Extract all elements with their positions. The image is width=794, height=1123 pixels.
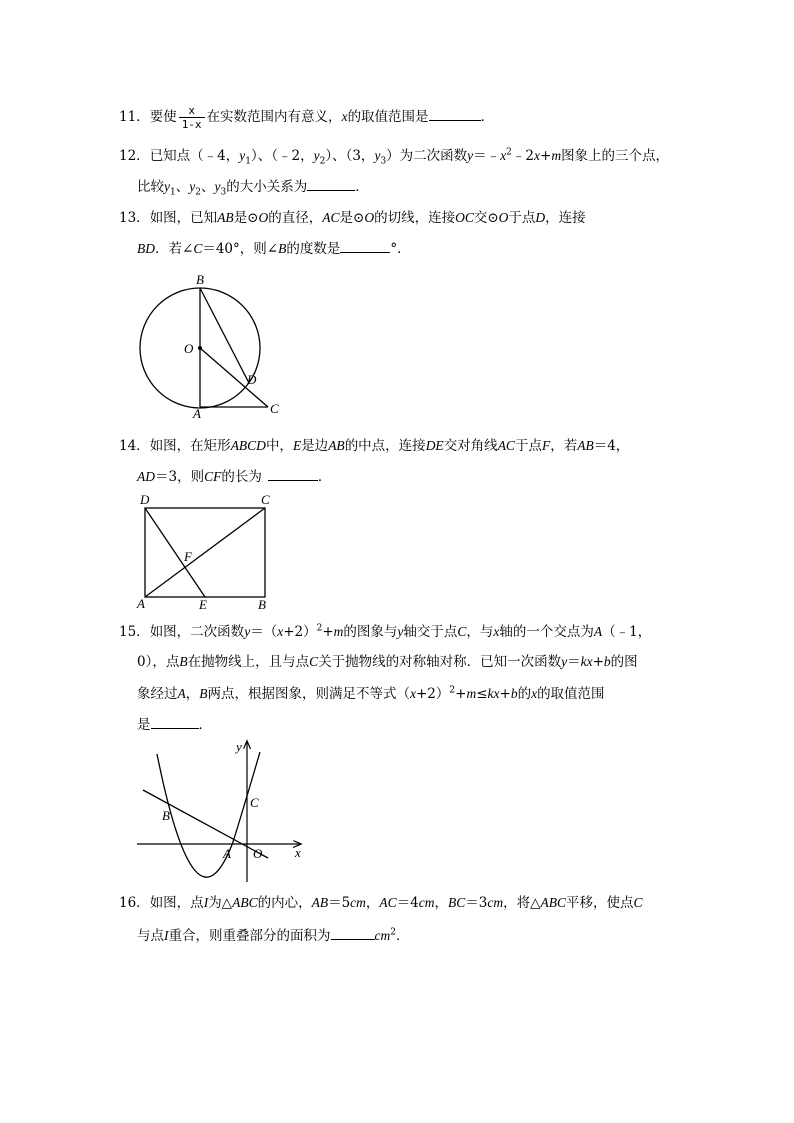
q16-text: 平移，使点	[566, 895, 634, 911]
q12-text: 的大小关系为	[226, 179, 308, 195]
answer-blank[interactable]	[331, 925, 375, 940]
q12-text: 、	[175, 179, 190, 195]
q12-text: +	[540, 148, 552, 164]
q16-line-1	[119, 893, 643, 913]
q11-end: ．	[480, 109, 495, 125]
q15-text: 两点，根据图象，则满足不等式（	[207, 686, 410, 702]
point-C: C	[633, 895, 643, 910]
q12-line-1	[119, 146, 669, 166]
label-c: C	[270, 401, 279, 416]
q15-parabola-figure	[135, 738, 310, 886]
q13-text: 是⊙	[339, 210, 365, 226]
seg-BC: BC	[448, 895, 466, 910]
var-y: y	[313, 148, 320, 163]
unit-cm: cm	[418, 895, 435, 910]
superscript: 2	[316, 623, 323, 634]
answer-blank[interactable]	[268, 466, 318, 481]
seg-AB: AB	[328, 438, 345, 453]
q11-number: 11．	[119, 109, 150, 125]
var-m: m	[466, 686, 477, 701]
label-o: O	[184, 341, 194, 356]
point-O: O	[258, 210, 269, 225]
parabola-curve	[157, 752, 260, 877]
q14-text: 如图，在矩形	[149, 438, 231, 454]
q13-text: 是⊙	[233, 210, 259, 226]
var-b: b	[510, 686, 518, 701]
point-E: E	[292, 438, 302, 453]
q13-text: 于点	[508, 210, 536, 226]
q14-text: 是边	[301, 438, 329, 454]
answer-blank[interactable]	[151, 714, 199, 729]
label-e: E	[199, 597, 207, 612]
q15-line-4	[137, 714, 212, 735]
var-y: y	[214, 179, 221, 194]
point-C: C	[193, 241, 203, 256]
rect-abcd: ABCD	[230, 438, 266, 453]
label-b: B	[196, 272, 204, 287]
point-B: B	[199, 686, 208, 701]
q11-fraction	[179, 104, 205, 131]
answer-blank[interactable]	[307, 176, 355, 191]
subscript: 2	[195, 187, 201, 198]
q11-text: 的取值范围是	[347, 109, 429, 125]
subscript: 1	[170, 187, 176, 198]
q15-text: +2）	[283, 624, 317, 640]
label-f: F	[184, 549, 192, 564]
q12-end: ．	[355, 179, 369, 195]
var-x: x	[410, 686, 416, 701]
superscript: 2	[449, 685, 456, 696]
q14-text: 中，	[265, 438, 293, 454]
var-x: x	[341, 109, 348, 124]
q13-line-1	[119, 208, 586, 228]
q14-number: 14．	[119, 438, 150, 454]
q15-text: 轴交于点	[403, 624, 458, 640]
subscript: 1	[245, 156, 252, 167]
var-y: y	[467, 148, 474, 163]
q14-text: 的中点，连接	[344, 438, 426, 454]
q16-line-2	[137, 925, 409, 946]
q13-text: ．若∠	[155, 241, 194, 257]
point-D: D	[535, 210, 546, 225]
q13-circle-figure	[130, 272, 290, 422]
label-x: x	[295, 845, 301, 860]
q15-text: 的取值范围	[537, 686, 605, 702]
q15-text: （﹣1，	[602, 624, 652, 640]
q13-number: 13．	[119, 210, 150, 226]
seg-AB: AB	[577, 438, 594, 453]
fraction-numerator: x	[179, 104, 205, 118]
q11-text: 在实数范围内有意义，	[206, 109, 342, 125]
q13-line-2	[137, 238, 411, 259]
q13-text: ，连接	[545, 210, 586, 226]
q14-text: ，若	[550, 438, 578, 454]
label-d: D	[247, 372, 257, 387]
point-C: C	[457, 624, 467, 639]
subscript: 3	[380, 156, 387, 167]
q16-text: 如图，点	[149, 895, 204, 911]
subscript: 2	[319, 156, 326, 167]
q14-text: ＝3，则	[155, 469, 205, 485]
var-m: m	[333, 624, 344, 639]
q14-line-1	[119, 436, 629, 456]
q11-line	[119, 104, 494, 131]
superscript: 2	[390, 927, 396, 938]
seg-AC: AC	[322, 210, 340, 225]
seg-AB: AB	[311, 895, 329, 910]
unit-cm: cm	[374, 928, 391, 943]
var-y: y	[244, 624, 251, 639]
q16-text: ，	[365, 895, 380, 911]
q15-text: 的图象与	[343, 624, 398, 640]
point-A: A	[177, 686, 186, 701]
q12-text: ＝﹣	[473, 148, 501, 164]
var-m: m	[551, 148, 562, 163]
point-B: B	[278, 241, 287, 256]
label-b: B	[258, 597, 266, 612]
point-I: I	[203, 895, 209, 910]
seg-AC: AC	[379, 895, 397, 910]
q16-end: ．	[395, 928, 410, 944]
var-y: y	[164, 179, 170, 194]
q13-text: 如图，已知	[149, 210, 218, 226]
seg-DE: DE	[425, 438, 444, 453]
q16-text: 的内心，	[257, 895, 312, 911]
q12-text: ）为二次函数	[386, 148, 468, 164]
q12-text: 图象上的三个点，	[561, 148, 670, 164]
var-x: x	[277, 624, 284, 639]
q15-text: 的	[517, 686, 532, 702]
label-b: B	[162, 808, 170, 823]
point-B: B	[179, 654, 188, 669]
label-d: D	[140, 492, 150, 507]
label-a: A	[137, 596, 145, 611]
q13-text: ＝40°，则∠	[202, 241, 279, 257]
q14-text: 交对角线	[443, 438, 498, 454]
subscript: 3	[220, 187, 227, 198]
q15-number: 15．	[119, 624, 150, 640]
q12-text: ﹣2	[511, 148, 534, 164]
segment-de	[145, 508, 205, 597]
q15-text: +	[455, 686, 467, 702]
q15-text: 0），点	[137, 654, 180, 670]
q15-text: ≤	[476, 686, 488, 702]
seg-AC: AC	[497, 438, 515, 453]
seg-AB: AB	[217, 210, 234, 225]
q15-line-1	[119, 622, 651, 642]
q12-text: 比较	[137, 179, 164, 195]
q16-text: ，	[434, 895, 449, 911]
q12-text: ）、（3，	[325, 148, 375, 164]
unit-cm: cm	[350, 895, 366, 910]
q12-text: 已知点（﹣4，	[149, 148, 240, 164]
q15-text: ，	[185, 686, 200, 702]
var-x: x	[534, 148, 540, 163]
q15-text: 关于抛物线的对称轴对称．已知一次函数	[318, 654, 562, 670]
q16-text: 重合，则重叠部分的面积为	[168, 928, 331, 944]
q14-text: 的长为	[221, 469, 262, 485]
var-x: x	[493, 624, 500, 639]
seg-AD: AD	[137, 469, 155, 484]
var-y: y	[189, 179, 196, 194]
q15-text: +2）	[416, 686, 450, 702]
seg-BD: BD	[137, 241, 155, 256]
q15-text: +	[592, 654, 604, 670]
label-y: y	[236, 739, 242, 754]
q15-text: 象经过	[137, 686, 178, 702]
q15-text: +	[499, 686, 511, 702]
point-O: O	[498, 210, 509, 225]
triangle-abc: ABC	[540, 895, 567, 910]
q12-line-2	[137, 176, 369, 197]
var-x: x	[531, 686, 538, 701]
q14-end: ．	[317, 469, 332, 485]
q13-end: °．	[390, 241, 411, 257]
label-c: C	[250, 795, 259, 810]
superscript: 2	[506, 147, 512, 158]
answer-blank[interactable]	[340, 238, 390, 253]
q16-number: 16．	[119, 895, 150, 911]
q15-line-3	[137, 684, 605, 704]
label-a: A	[193, 406, 201, 421]
q15-end: ．	[198, 717, 212, 733]
diagonal-ac	[145, 508, 265, 597]
q13-text: 的直径，	[268, 210, 323, 226]
q14-text: ＝4，	[593, 438, 630, 454]
var-kx: kx	[487, 686, 500, 701]
q16-text: 与点	[137, 928, 164, 944]
center-dot	[198, 346, 202, 350]
label-a: A	[223, 846, 231, 861]
unit-cm: cm	[487, 895, 504, 910]
q15-text: ，与	[466, 624, 494, 640]
q14-rectangle-figure	[134, 490, 284, 615]
q13-text: 的度数是	[286, 241, 341, 257]
point-I: I	[164, 928, 169, 943]
var-y: y	[374, 148, 381, 163]
point-F: F	[541, 438, 551, 453]
var-y: y	[397, 624, 404, 639]
q15-text: ＝	[567, 654, 581, 670]
q16-text: 为△	[208, 895, 233, 911]
var-kx: kx	[580, 654, 593, 669]
q16-text: ＝3	[465, 895, 488, 911]
seg-CF: CF	[204, 469, 222, 484]
q14-line-2	[137, 466, 331, 487]
q14-text: 于点	[514, 438, 542, 454]
q16-text: ＝5	[328, 895, 351, 911]
q12-number: 12．	[119, 148, 150, 164]
q15-text: 的图	[610, 654, 638, 670]
var-x: x	[500, 148, 507, 163]
label-c: C	[261, 492, 270, 507]
q16-text: ，将△	[503, 895, 541, 911]
q15-text: 在抛物线上，且与点	[187, 654, 310, 670]
triangle-abc: ABC	[232, 895, 258, 910]
q15-text: ＝（	[250, 624, 278, 640]
q15-line-2	[137, 652, 638, 672]
point-C: C	[309, 654, 319, 669]
q15-text: 轴的一个交点为	[499, 624, 594, 640]
var-y: y	[239, 148, 246, 163]
q12-text: 、	[200, 179, 215, 195]
q15-text: 如图，二次函数	[149, 624, 245, 640]
seg-OC: OC	[455, 210, 474, 225]
answer-blank[interactable]	[429, 106, 481, 121]
var-b: b	[603, 654, 611, 669]
q15-text: +	[322, 624, 334, 640]
fraction-denominator: 1-x	[181, 118, 202, 131]
point-A: A	[593, 624, 603, 639]
q11-text: 要使	[149, 109, 177, 125]
q15-text: 是	[137, 717, 151, 733]
q13-text: 的切线，连接	[374, 210, 456, 226]
q12-text: ）、（﹣2，	[251, 148, 314, 164]
label-o: O	[253, 846, 263, 861]
point-O: O	[364, 210, 375, 225]
var-y: y	[561, 654, 568, 669]
q13-text: 交⊙	[473, 210, 499, 226]
q16-text: ＝4	[396, 895, 419, 911]
